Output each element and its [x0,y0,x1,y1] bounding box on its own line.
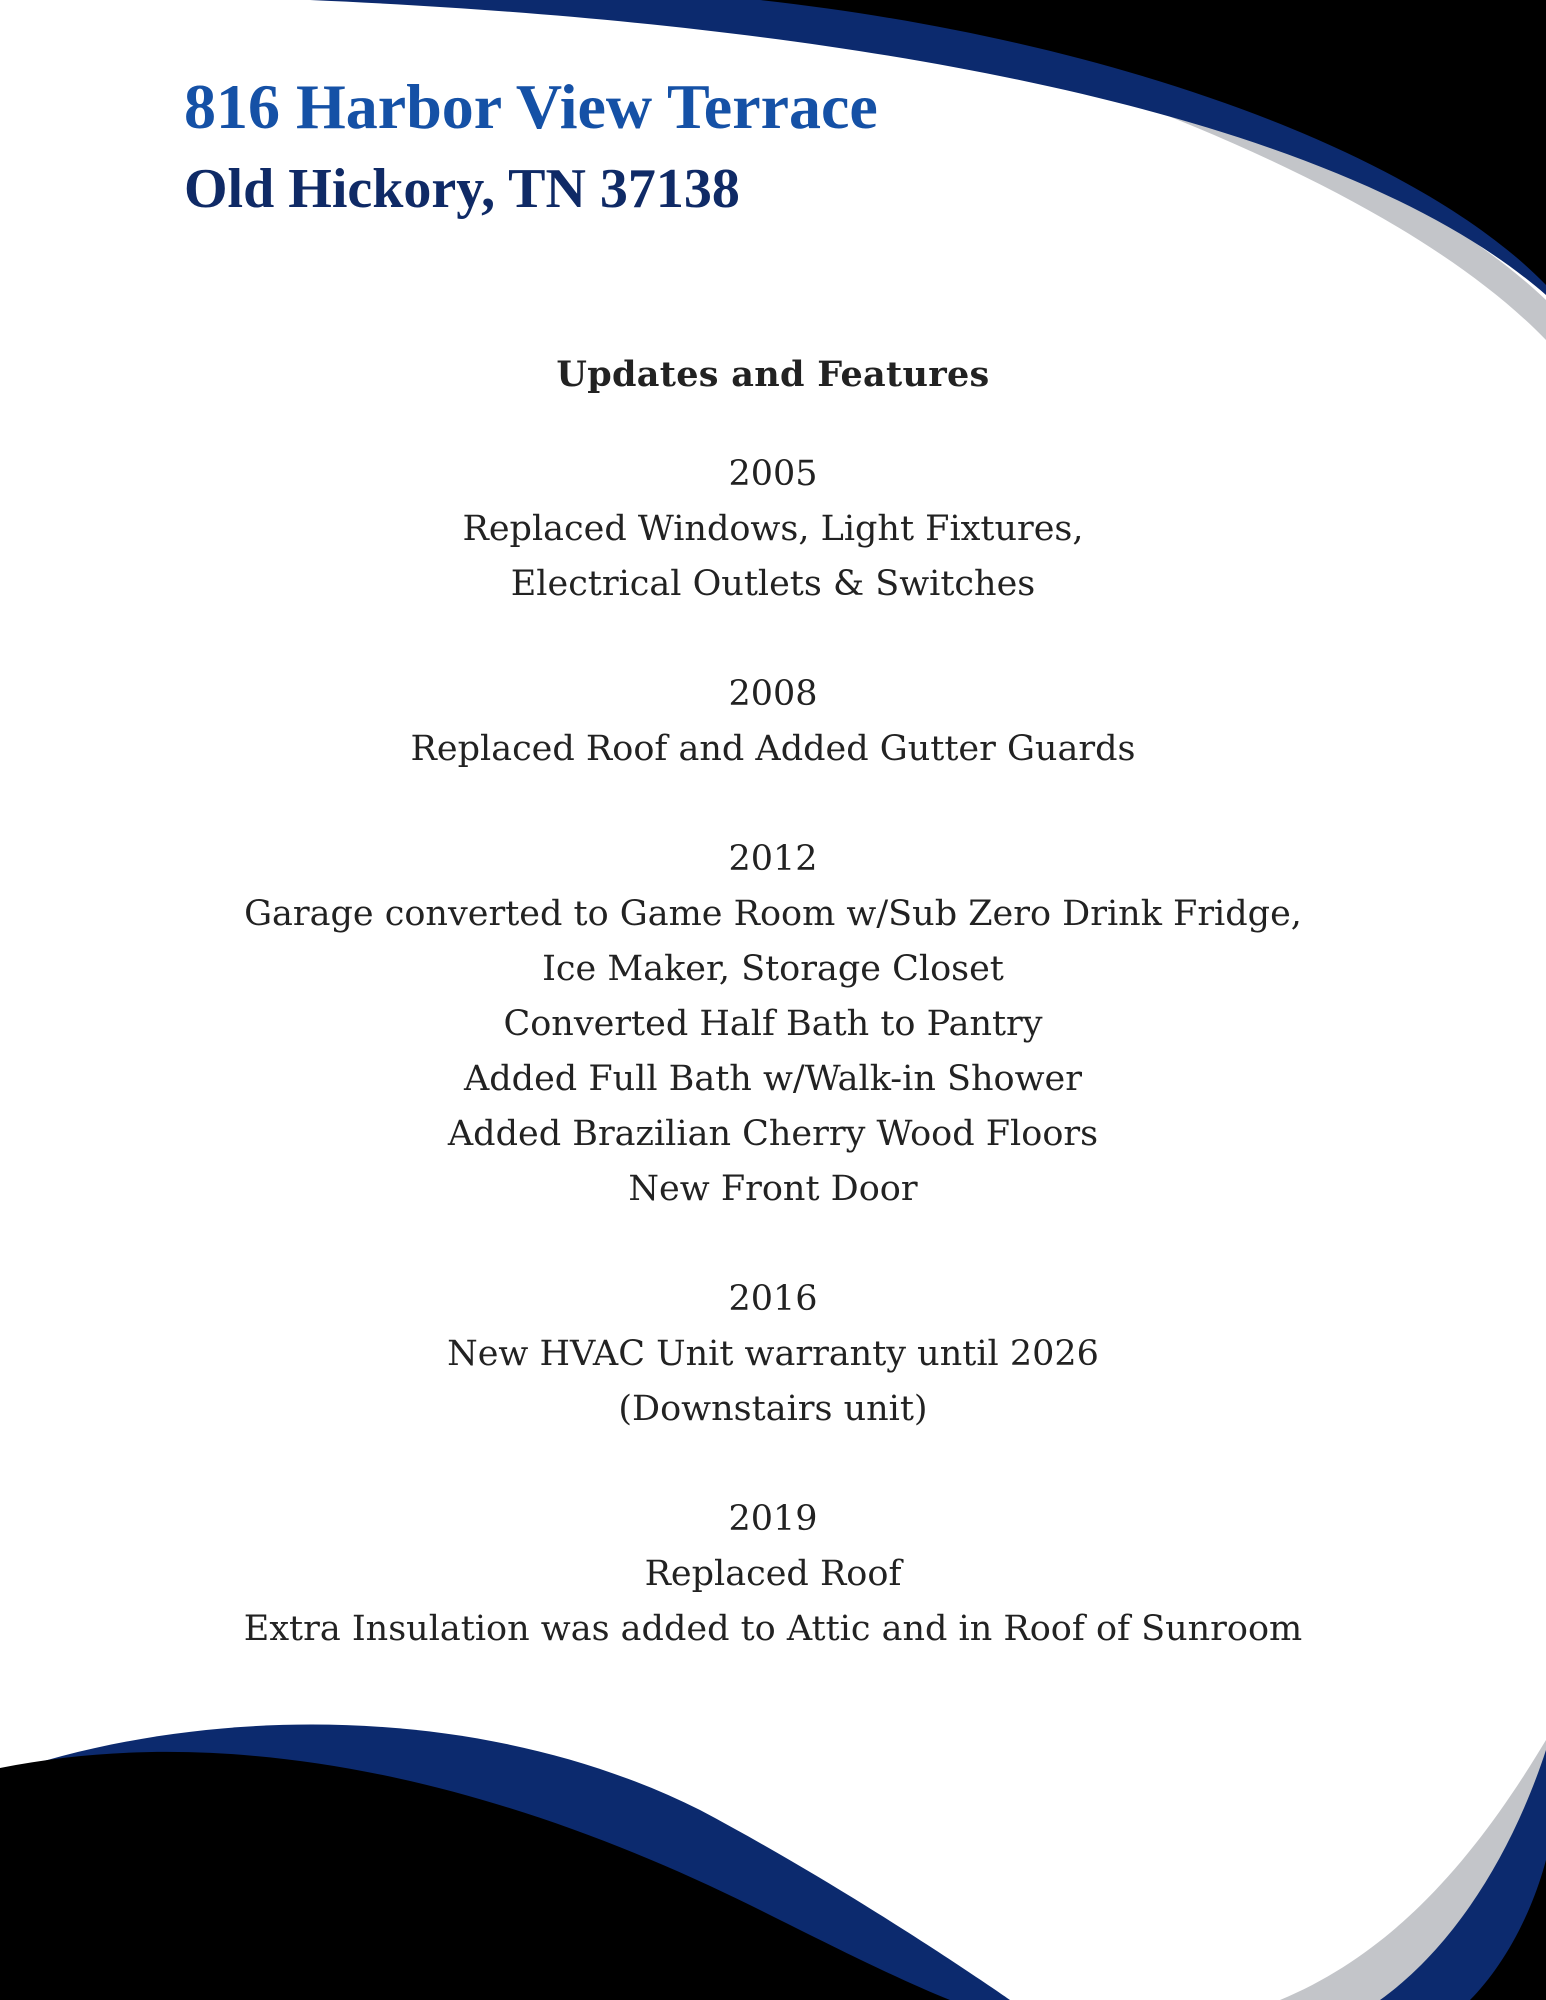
timeline-item: Replaced Windows, Light Fixtures, [462,509,1084,549]
timeline-item: Converted Half Bath to Pantry [503,1004,1043,1044]
timeline-item: Replaced Roof and Added Gutter Guards [410,729,1136,769]
address-header [184,70,1084,222]
timeline-item: New HVAC Unit warranty until 2026 [447,1334,1099,1374]
timeline-item: New Front Door [628,1169,918,1209]
timeline-group-2016 [160,1272,1386,1437]
timeline-item: Replaced Roof [644,1554,902,1594]
timeline-group-2012 [160,832,1386,1217]
timeline-group-2019 [160,1492,1386,1657]
timeline-year: 2005 [728,454,818,494]
timeline-item: Electrical Outlets & Switches [510,564,1036,604]
section-title: Updates and Features [556,354,990,395]
timeline-item: Garage converted to Game Room w/Sub Zero Drink Fridge, [244,894,1302,934]
timeline-year: 2008 [728,674,818,714]
timeline-year: 2019 [728,1499,818,1539]
timeline-item: Added Brazilian Cherry Wood Floors [447,1114,1099,1154]
street-address: 816 Harbor View Terrace [184,71,878,142]
timeline-year: 2016 [728,1279,818,1319]
timeline-item: Extra Insulation was added to Attic and in Roof of Sunroom [243,1609,1303,1649]
timeline-year: 2012 [728,839,818,879]
updates-features-section [160,350,1386,1712]
timeline-item: Added Full Bath w/Walk-in Shower [463,1059,1082,1099]
timeline-item: (Downstairs unit) [618,1389,928,1429]
timeline-group-2008 [160,667,1386,777]
timeline-item: Ice Maker, Storage Closet [542,949,1004,989]
city-state-zip: Old Hickory, TN 37138 [184,158,740,220]
timeline-group-2005 [160,447,1386,612]
